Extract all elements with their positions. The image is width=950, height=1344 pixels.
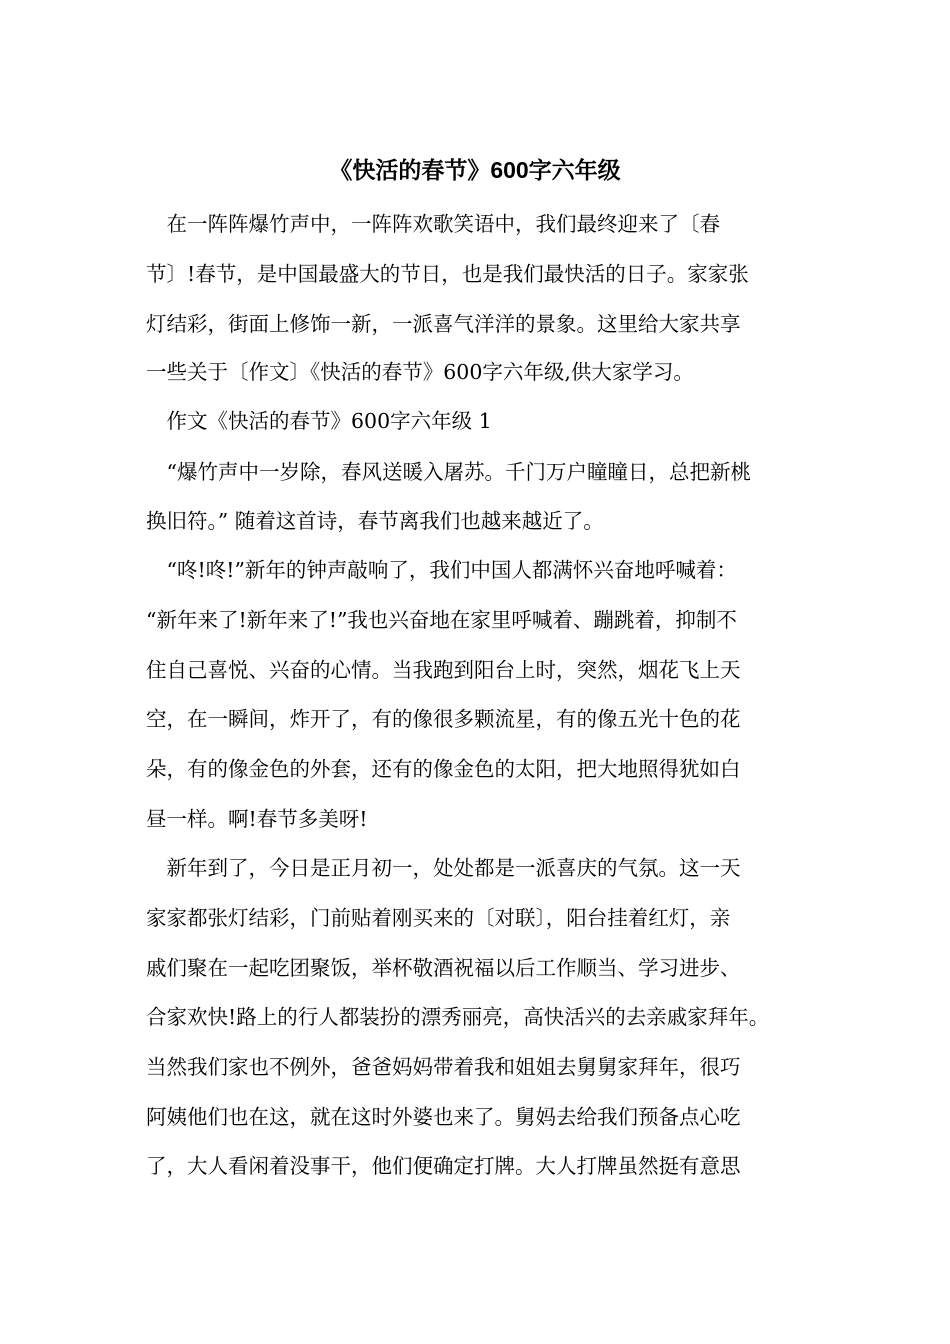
body-line: 合家欢快!路上的行人都装扮的漂秀丽亮，高快活兴的去亲戚家拜年。 [146, 1005, 770, 1029]
body-line: 朵，有的像金色的外套，还有的像金色的太阳，把大地照得犹如白 [146, 757, 741, 781]
body-line: 戚们聚在一起吃团聚饭，举杯敬酒祝福以后工作顺当、学习进步、 [146, 956, 741, 980]
body-line: 新年到了，今日是正月初一，处处都是一派喜庆的气氛。这一天 [146, 856, 741, 880]
body-line: 昼一样。啊!春节多美呀! [146, 807, 368, 831]
body-line: “咚!咚!”新年的钟声敲响了，我们中国人都满怀兴奋地呼喊着： [146, 558, 737, 582]
body-line: 了，大人看闲着没事干，他们便确定打牌。大人打牌虽然挺有意思 [146, 1154, 741, 1178]
body-line: 换旧符。” 随着这首诗，春节离我们也越来越近了。 [146, 509, 604, 533]
body-line: “新年来了!新年来了!”我也兴奋地在家里呼喊着、蹦跳着，抑制不 [146, 608, 737, 632]
body-line: “爆竹声中一岁除，春风送暖入屠苏。千门万户瞳瞳日，总把新桃 [146, 460, 751, 484]
body-line: 在一阵阵爆竹声中，一阵阵欢歌笑语中，我们最终迎来了〔春 [146, 212, 720, 236]
body-line: 阿姨他们也在这，就在这时外婆也来了。舅妈去给我们预备点心吃 [146, 1105, 741, 1129]
body-line: 节〕!春节，是中国最盛大的节日，也是我们最快活的日子。家家张 [146, 262, 749, 286]
body-line: 空，在一瞬间，炸开了，有的像很多颗流星，有的像五光十色的花 [146, 707, 741, 731]
section-heading: 作文《快活的春节》600字六年级 1 [146, 409, 492, 433]
body-line: 一些关于〔作文〕《快活的春节》600字六年级,供大家学习。 [146, 360, 694, 384]
body-line: 灯结彩，街面上修饰一新，一派喜气洋洋的景象。这里给大家共享 [146, 312, 741, 336]
body-line: 当然我们家也不例外，爸爸妈妈带着我和姐姐去舅舅家拜年，很巧 [146, 1055, 741, 1079]
body-line: 家家都张灯结彩，门前贴着刚买来的〔对联〕，阳台挂着红灯，亲 [146, 906, 731, 930]
body-line: 住自己喜悦、兴奋的心情。当我跑到阳台上时，突然，烟花飞上天 [146, 658, 741, 682]
document-title: 《快活的春节》600字六年级 [329, 157, 621, 183]
